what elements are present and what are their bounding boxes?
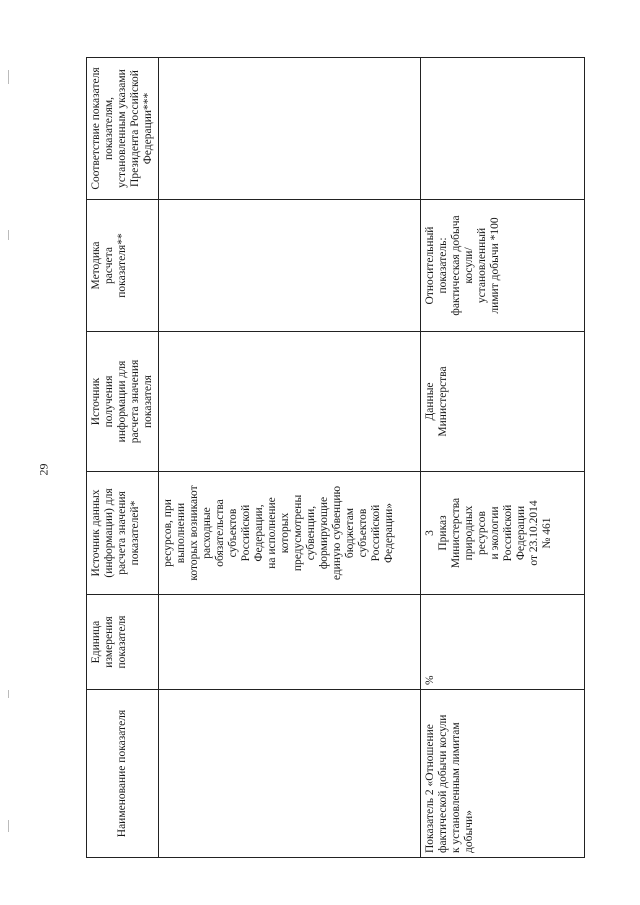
indicator-table: [86, 57, 585, 858]
cell-compliance: [421, 58, 585, 200]
cell-data-source: 3 Приказ Министерства природных ресурсов и экологии Российской Федерации от 23.10.2014 № 461: [421, 472, 585, 595]
table-row: [421, 58, 585, 858]
scan-mark: [8, 820, 9, 832]
page-number: 29: [36, 463, 51, 476]
cell-data-source: ресурсов, при выполнении которых возникают расходные обязательства субъектов Российской Федерации, на исполнение которых предусмотрены субвенции, формирующие единую субвенцию бюджетам субъектов Российской Федерации»: [159, 472, 421, 595]
header-info-source: Источник получения информации для расчета значения показателя: [87, 332, 159, 472]
cell-compliance: [159, 58, 421, 200]
scan-mark: [8, 70, 9, 84]
header-data-source: Источник данных (информации) для расчета значения показателей*: [87, 472, 159, 595]
cell-unit: %: [421, 595, 585, 690]
cell-methodology: Относительный показатель: фактическая добыча косули/ установленный лимит добычи *100: [421, 200, 585, 332]
header-methodology: Методика расчета показателя**: [87, 200, 159, 332]
cell-indicator-name: Показатель 2 «Отношение фактической добычи косули к установленным лимитам добычи»: [421, 690, 585, 858]
rotated-table-container: [86, 58, 582, 858]
table-row: [159, 58, 421, 858]
header-indicator-name: Наименование показателя: [87, 690, 159, 858]
header-unit: Единица измерения показателя: [87, 595, 159, 690]
cell-indicator-name: [159, 690, 421, 858]
scan-mark: [8, 690, 9, 698]
cell-methodology: [159, 200, 421, 332]
table-header-row: [87, 58, 159, 858]
scan-mark: [8, 230, 9, 240]
cell-info-source: Данные Министерства: [421, 332, 585, 472]
header-compliance: Соответствие показателя показателям, установленным указами Президента Российской Федерации***: [87, 58, 159, 200]
cell-info-source: [159, 332, 421, 472]
cell-unit: [159, 595, 421, 690]
